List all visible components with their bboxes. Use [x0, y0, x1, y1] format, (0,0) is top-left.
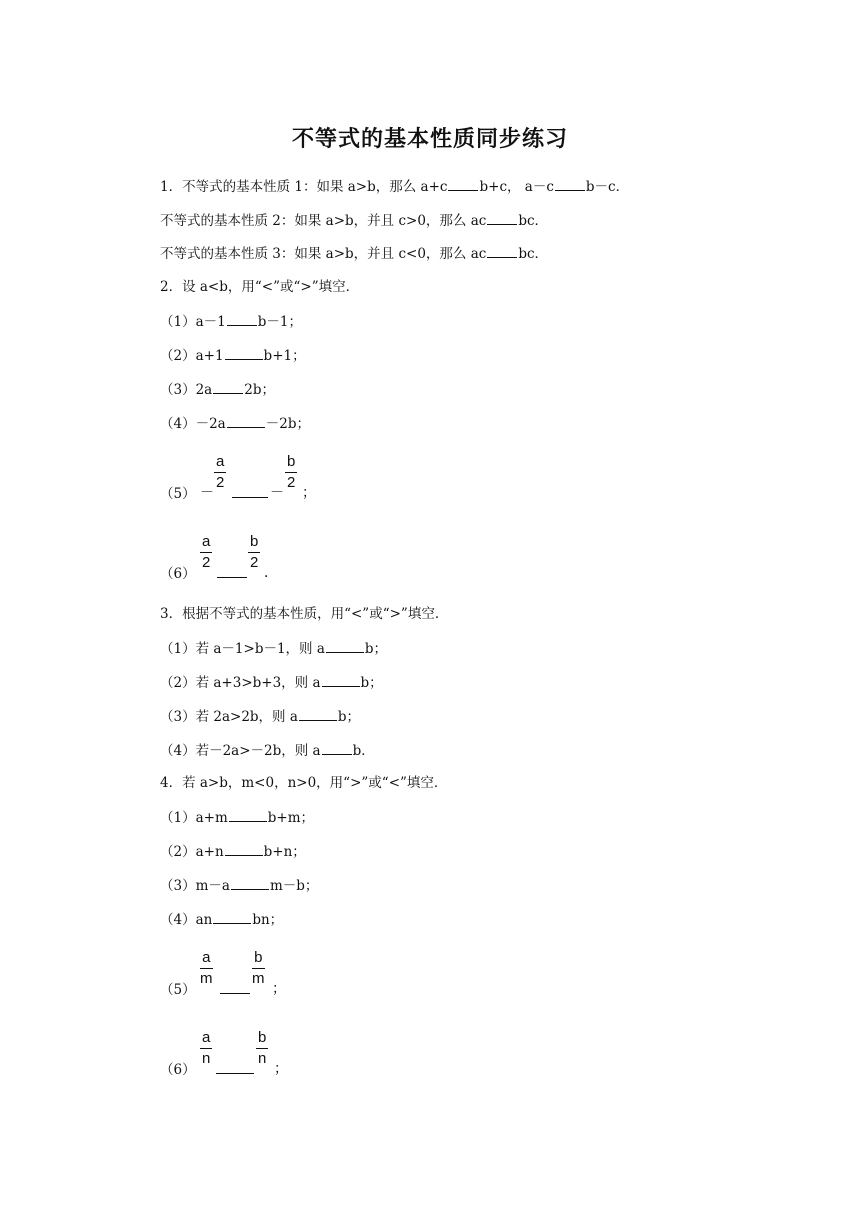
fraction-denominator: 2: [250, 554, 259, 571]
q3-i2-text-b: b；: [360, 675, 383, 691]
q4-i5-label: （5）: [160, 982, 196, 998]
q4-item-6: [160, 1028, 360, 1088]
q4-stem: 4．若 a>b，m<0，n>0，用“>”或“<”填空．: [160, 775, 448, 791]
answer-blank[interactable]: [225, 346, 263, 360]
q4-i1-text-b: b+m；: [267, 810, 315, 826]
q2-i2-text-a: （2）a+1: [160, 348, 224, 364]
answer-blank[interactable]: [322, 673, 360, 687]
q2-i3-text-a: （3）2a: [160, 382, 213, 398]
q3-i1-text-b: b；: [364, 641, 388, 657]
fraction-denominator: m: [200, 970, 213, 987]
fraction-b-over-2: [285, 452, 297, 493]
fraction-denominator: n: [258, 1050, 267, 1067]
q4-i4-text-b: bn；: [252, 912, 284, 928]
q2-item-6: [160, 532, 360, 592]
fraction-b-over-n: [256, 1028, 268, 1069]
fraction-a-over-n: [200, 1028, 212, 1069]
q2-i3-text-b: 2b；: [244, 382, 275, 398]
q1-l1-text-a: 1．不等式的基本性质 1：如果 a>b，那么 a+c: [160, 179, 448, 195]
fraction-a-over-2: [214, 452, 226, 493]
fraction-numerator: b: [256, 1028, 268, 1049]
q3-item-4: [160, 741, 375, 760]
q1-l1-text-c: b－c．: [585, 179, 630, 195]
minus-sign: －: [200, 485, 214, 501]
fraction-numerator: a: [200, 948, 213, 969]
fraction-denominator: 2: [202, 554, 211, 571]
answer-blank[interactable]: [217, 576, 247, 578]
fraction-denominator: n: [202, 1050, 211, 1067]
answer-blank[interactable]: [216, 1072, 254, 1074]
q2-item-3: [160, 380, 275, 399]
q2-i1-text-a: （1）a－1: [160, 314, 226, 330]
fraction-denominator: m: [252, 970, 265, 987]
answer-blank[interactable]: [220, 992, 250, 994]
fraction-denominator: 2: [216, 474, 225, 491]
page-title: 不等式的基本性质同步练习: [291, 127, 568, 152]
q4-i1-text-a: （1）a+m: [160, 810, 228, 826]
answer-blank[interactable]: [213, 910, 251, 924]
q2-i5-label: （5）: [160, 486, 196, 502]
q1-l2-text-b: bc．: [518, 213, 549, 229]
answer-blank[interactable]: [555, 177, 585, 191]
answer-blank[interactable]: [213, 380, 243, 394]
q4-i4-text-a: （4）an: [160, 912, 213, 928]
punctuation: ；: [302, 485, 316, 501]
q4-i3-text-a: （3）m－a: [160, 878, 230, 894]
q4-i2-text-a: （2）a+n: [160, 844, 224, 860]
answer-blank[interactable]: [448, 177, 478, 191]
answer-blank[interactable]: [229, 808, 267, 822]
fraction-denominator: 2: [287, 474, 296, 491]
q2-item-5: [160, 452, 360, 512]
fraction-numerator: a: [200, 1028, 212, 1049]
answer-blank[interactable]: [227, 414, 265, 428]
minus-sign: －: [270, 485, 284, 501]
answer-blank[interactable]: [299, 707, 337, 721]
q1-l1-text-b: b+c， a－c: [479, 179, 554, 195]
q4-item-4: [160, 910, 283, 929]
q4-item-2: [160, 842, 306, 861]
fraction-b-over-m: [252, 948, 265, 989]
q3-i3-text-b: b；: [337, 709, 361, 725]
q3-i3-text-a: （3）若 2a>2b，则 a: [160, 709, 298, 725]
q4-i6-label: （6）: [160, 1062, 196, 1078]
punctuation: ．: [264, 565, 278, 581]
q2-i2-text-b: b+1；: [263, 348, 306, 364]
q2-stem: 2．设 a<b，用“<”或“>”填空．: [160, 279, 360, 295]
answer-blank[interactable]: [326, 639, 364, 653]
answer-blank[interactable]: [225, 842, 263, 856]
q3-i4-text-b: b．: [352, 743, 375, 759]
q2-item-1: [160, 312, 302, 331]
q4-i2-text-b: b+n；: [263, 844, 306, 860]
fraction-numerator: b: [252, 948, 265, 969]
punctuation: ；: [272, 981, 286, 997]
fraction-numerator: b: [285, 452, 297, 473]
q2-item-4: [160, 414, 310, 433]
fraction-numerator: b: [248, 532, 260, 553]
q4-item-5: [160, 948, 360, 1008]
q3-item-1: [160, 639, 387, 658]
fraction-a-over-2: [200, 532, 212, 573]
q3-item-2: [160, 673, 383, 692]
q4-item-1: [160, 808, 314, 827]
answer-blank[interactable]: [322, 741, 352, 755]
answer-blank[interactable]: [227, 312, 257, 326]
q2-i1-text-b: b－1；: [257, 314, 302, 330]
punctuation: ；: [274, 1061, 288, 1077]
answer-blank[interactable]: [232, 496, 268, 498]
q1-line-3: [160, 244, 548, 263]
q2-i6-label: （6）: [160, 566, 196, 582]
q3-stem: 3．根据不等式的基本性质，用“<”或“>”填空．: [160, 606, 449, 622]
q1-l2-text-a: 不等式的基本性质 2：如果 a>b，并且 c>0，那么 ac: [160, 213, 487, 229]
q3-i2-text-a: （2）若 a+3>b+3，则 a: [160, 675, 321, 691]
q2-item-2: [160, 346, 306, 365]
q4-item-3: [160, 876, 318, 895]
q2-i4-text-a: （4）－2a: [160, 416, 226, 432]
q2-i4-text-b: －2b；: [265, 416, 310, 432]
q4-i3-text-b: m－b；: [269, 878, 319, 894]
fraction-b-over-2: [248, 532, 260, 573]
fraction-a-over-m: [200, 948, 213, 989]
answer-blank[interactable]: [487, 211, 517, 225]
fraction-numerator: a: [200, 532, 212, 553]
q1-l3-text-a: 不等式的基本性质 3：如果 a>b，并且 c<0，那么 ac: [160, 246, 487, 262]
q3-i1-text-a: （1）若 a－1>b－1，则 a: [160, 641, 325, 657]
answer-blank[interactable]: [487, 244, 517, 258]
q1-line-2: [160, 211, 548, 230]
answer-blank[interactable]: [231, 876, 269, 890]
q3-i4-text-a: （4）若－2a>－2b，则 a: [160, 743, 321, 759]
fraction-numerator: a: [214, 452, 226, 473]
q3-item-3: [160, 707, 360, 726]
q1-line-1: [160, 177, 629, 196]
q1-l3-text-b: bc．: [518, 246, 549, 262]
